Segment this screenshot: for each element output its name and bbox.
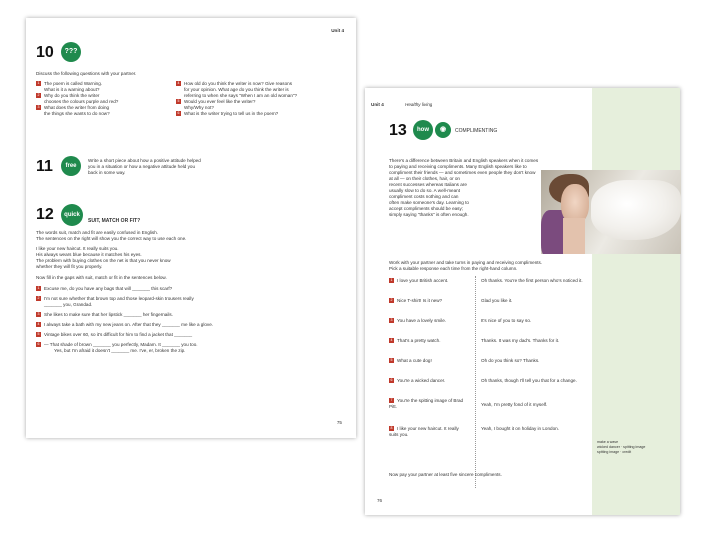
item-marker-icon: 5	[390, 358, 393, 363]
ex13-title: COMPLIMENTING	[455, 128, 498, 134]
compliment-item: 2 Nice T-shirt! Is it new?	[390, 298, 443, 303]
item-marker-icon: 4	[390, 338, 393, 343]
side-note	[597, 440, 677, 455]
fill-item: 4 I always take a bath with my new jeans on. After that they _______ me like a glove.	[37, 322, 214, 327]
note-line: wicked dancer · spitting image	[597, 445, 646, 449]
question-line: chooses the colours purple and red?	[44, 99, 119, 104]
text-line: Write a short piece about how a positive attitude helped	[88, 158, 201, 163]
ex10-questions-left	[36, 81, 176, 117]
fill-item: 2 I'm not sure whether that brown top and those leopard-skin trousers really	[37, 296, 194, 301]
item-marker-icon: 7	[390, 398, 393, 403]
compliment-item: 3 You have a lovely smile.	[390, 318, 447, 323]
compliments-list	[389, 278, 473, 450]
ex10-questions-right	[176, 81, 346, 117]
question-line: 6 What is the writer trying to tell us in the poem?	[177, 111, 279, 116]
item-marker-icon: 2	[390, 298, 393, 303]
compliment-item: 5 What a cute dog!	[390, 358, 432, 363]
badge-label: free	[65, 163, 77, 169]
text-line: at all — on their clothes, hair, or on	[389, 176, 460, 181]
fill-item: Yes, but I'm afraid it doesn't _______ me. I've, er, broken the zip.	[54, 348, 186, 353]
item-marker-icon: 1	[37, 81, 40, 86]
question-line: What is it a warning about?	[44, 87, 100, 92]
question-line: for your opinion. What age do you think the writer is	[184, 87, 289, 92]
ex12-task: Now fill in the gaps with suit, match or fit in the sentences below.	[36, 275, 167, 280]
item-marker-icon: 6	[37, 342, 40, 347]
how-badge	[413, 120, 433, 140]
badge-label: quick	[64, 212, 80, 218]
unit-label: Unit 4	[331, 28, 344, 33]
fill-item: 5 Vintage bikes over 60, so it's difficult for him to find a jacket that _______	[37, 332, 193, 337]
response-item: Yeah, I bought it on holiday in London.	[481, 426, 559, 431]
exercise-number-13: 13	[389, 122, 407, 139]
question-line: 3 What does the writer from doing	[37, 105, 110, 110]
ex10-instruction: Discuss the following questions with your partner.	[36, 71, 137, 76]
question-line: Why/Why not?	[184, 105, 214, 110]
text-line: There's a difference between Britain and English speakers when it comes	[389, 158, 539, 163]
free-badge	[61, 156, 81, 176]
compliment-item: 8 I like your new haircut. It really suits you.	[389, 426, 459, 437]
item-marker-icon: 6	[390, 378, 393, 383]
item-marker-icon: 2	[37, 93, 40, 98]
text-line: Work with your partner and take turns in paying and receiving compliments.	[389, 260, 543, 265]
fill-item: 6 — That shade of brown _______ you perfectly, Madam. It _______ you too.	[37, 342, 198, 347]
responses-list	[481, 278, 589, 446]
item-marker-icon: 4	[177, 81, 180, 86]
compliment-item: 7 You're the spitting image of Brad Pitt.	[389, 398, 464, 409]
question-line: 4 How old do you think the writer is now? Give reasons	[177, 81, 293, 86]
compliment-item: 6 You're a wicked dancer.	[390, 378, 446, 383]
text-line: accept compliments should be easy;	[389, 206, 464, 211]
left-page	[26, 18, 356, 438]
fill-item: _______ you, Grandad.	[44, 302, 93, 307]
response-item: It's nice of you to say so.	[481, 318, 532, 323]
text-line: The words suit, match and fit are easily confused in English.	[36, 230, 159, 235]
example-line: I like your new haircut. It really suits you.	[36, 246, 119, 251]
item-marker-icon: 5	[37, 332, 40, 337]
ex12-intro	[36, 230, 346, 242]
compliment-item: 4 That's a pretty watch.	[390, 338, 441, 343]
column-divider	[475, 276, 476, 488]
text-line: you in a situation or how a negative attitude held you	[88, 164, 196, 169]
question-line: 5 Would you ever feel like the writer?	[177, 99, 256, 104]
audio-icon: ◉	[435, 122, 451, 138]
unit-label: Unit 4	[371, 102, 384, 107]
final-task: Now pay your partner at least five sincere compliments.	[389, 472, 502, 477]
question-badge	[61, 42, 81, 62]
item-marker-icon: 2	[37, 296, 40, 301]
example-line: The problem with buying clothes on the net is that you never know	[36, 258, 171, 263]
text-line: recent successes whereas Italians are	[389, 182, 467, 187]
example-line: His always wears blue because it matches his eyes.	[36, 252, 142, 257]
woman-with-scarf-photo	[541, 170, 681, 254]
note-line: make a wave	[597, 440, 619, 444]
quick-badge	[61, 204, 83, 226]
question-line: 1 The poem is called Warning.	[37, 81, 103, 86]
text-line: usually slow to do so. A well-meant	[389, 188, 460, 193]
text-line: to paying and receiving compliments. Many English speakers like to	[389, 164, 527, 169]
example-line: whether they will fit you properly.	[36, 264, 103, 269]
exercise-number-10: 10	[36, 44, 54, 61]
ex11-text	[88, 158, 258, 176]
item-marker-icon: 1	[37, 286, 40, 291]
question-line: 2 Why do you think the writer	[37, 93, 100, 98]
fill-item: 3 She likes to make sure that her lipstick _______ her fingernails.	[37, 312, 173, 317]
note-line: spitting image · credit	[597, 450, 632, 454]
ex12-title: SUIT, MATCH OR FIT?	[88, 218, 141, 224]
text-line: compliment their friends — and sometimes even people they don't know	[389, 170, 536, 175]
page-number: 76	[377, 498, 383, 503]
badge-label: how	[417, 127, 429, 133]
ex12-items	[36, 286, 346, 354]
exercise-number-11: 11	[36, 158, 53, 175]
response-item: Yeah, I'm pretty fond of it myself.	[481, 402, 548, 407]
response-item: Oh thanks, though I'll tell you that for a change.	[481, 378, 577, 383]
fill-item: 1 Excuse me, do you have any bags that will _______ this scarf?	[37, 286, 173, 291]
question-line: the things she wants to do now?	[44, 111, 110, 116]
response-item: Oh thanks. You're the first person who's noticed it.	[481, 278, 583, 283]
text-line: The sentences on the right will show you the correct way to use each one.	[36, 236, 187, 241]
ex12-examples	[36, 246, 346, 270]
item-marker-icon: 3	[37, 312, 40, 317]
text-line: Pick a suitable response each time from the right-hand column.	[389, 266, 518, 271]
text-line: often make someone's day. Learning to	[389, 200, 469, 205]
badge-label: ???	[64, 48, 78, 55]
compliment-item: 1 I love your British accent.	[390, 278, 449, 283]
text-line: simply saying "thanks" is often enough.	[389, 212, 469, 217]
item-marker-icon: 3	[37, 105, 40, 110]
item-marker-icon: 4	[37, 322, 40, 327]
text-line: compliment costs nothing and can	[389, 194, 459, 199]
page-number: 75	[336, 420, 342, 425]
unit-title: Healthy living	[405, 102, 433, 107]
exercise-number-12: 12	[36, 206, 54, 223]
item-marker-icon: 3	[390, 318, 393, 323]
response-item: Thanks. It was my dad's. Thanks for it.	[481, 338, 560, 343]
right-page	[365, 88, 680, 515]
ex13-task	[389, 260, 609, 272]
item-marker-icon: 1	[390, 278, 393, 283]
response-item: Oh do you think so? Thanks.	[481, 358, 540, 363]
text-line: back in some way.	[88, 170, 126, 175]
response-item: Glad you like it.	[481, 298, 513, 303]
item-marker-icon: 8	[390, 426, 393, 431]
item-marker-icon: 5	[177, 99, 180, 104]
question-line: referring to when she says "When I am an old woman"?	[184, 93, 298, 98]
item-marker-icon: 6	[177, 111, 180, 116]
